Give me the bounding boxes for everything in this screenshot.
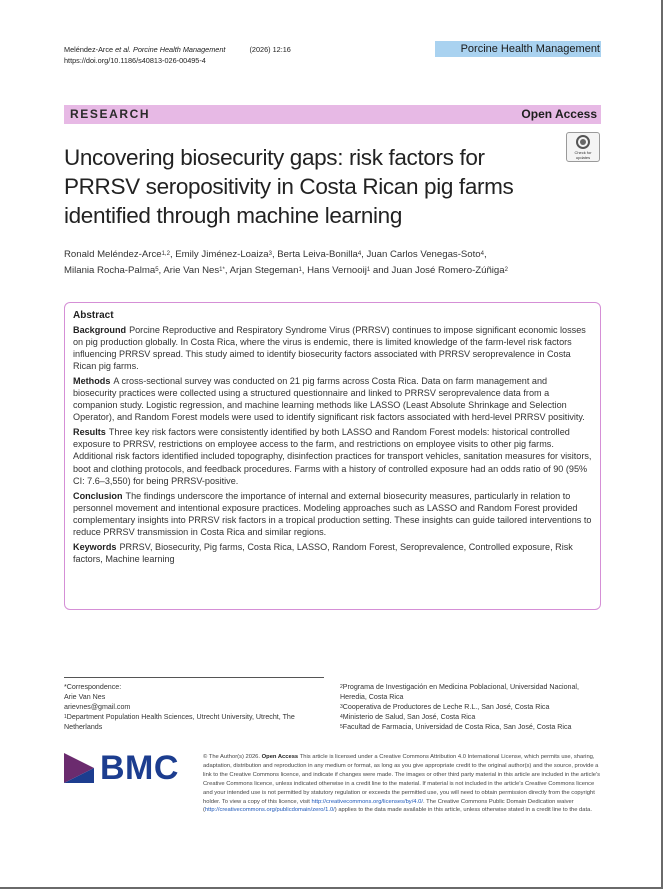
author-name: Milania Rocha-Palma [64, 265, 156, 276]
license-text-2: . The Creative Commons Public Domain Dedication waiver ( [203, 798, 574, 814]
citation-year-volume: (2026) 12:16 [249, 45, 291, 54]
affiliation-5-text: Facultad de Farmacia, Universidad de Costa Rica, San José, Costa Rica [342, 723, 572, 731]
abstract-background [73, 324, 592, 372]
doi-link[interactable]: https://doi.org/10.1186/s40813-026-00495-4 [64, 56, 206, 65]
correspondence-email[interactable]: arievnes@gmail.com [64, 703, 131, 711]
license-link-cc-by[interactable]: http://creativecommons.org/licenses/by/4.0/ [311, 798, 423, 805]
author-affiliation-marker: 4 [357, 251, 362, 257]
footnote-divider [64, 677, 324, 678]
journal-name-label: Porcine Health Management [435, 41, 601, 57]
author-separator: , [361, 249, 367, 260]
methods-text: A cross-sectional survey was conducted on 21 pig farms across Costa Rica. Data on farm management and biosecurity practices were collected using a structured questionnaire and linked to PRRSV seroprevalence data from a companion study. Logistic regression, and machine learning methods like LASSO (Least Absolute Shrinkage and Selection Operator), and Random Forest models were used to identify significant risk factors associated with herd-level PRRSV positivity. [73, 376, 585, 423]
methods-label: Methods [73, 376, 111, 387]
abstract-heading: Abstract [73, 310, 114, 321]
affiliation-4 [340, 712, 602, 722]
affiliation-2-number: 2 [340, 684, 343, 690]
open-access-label: Open Access [521, 107, 597, 121]
affiliation-5 [340, 722, 602, 732]
author-separator: and [370, 265, 392, 276]
abstract-methods [73, 375, 592, 423]
correspondence-footnote [64, 682, 329, 732]
affiliations-footnote [340, 682, 602, 732]
article-type-banner [64, 105, 601, 124]
author-name: Emily Jiménez-Loaiza [175, 249, 269, 260]
abstract-results [73, 426, 592, 486]
citation-authors: Meléndez-Arce [64, 45, 114, 54]
license-text-3: ) applies to the data made available in this article, unless otherwise stated in a credit line to the data. [334, 807, 592, 814]
background-text: Porcine Reproductive and Respiratory Syndrome Virus (PRRSV) continues to impose significant economic losses on pig production globally. In Costa Rica, where the virus is endemic, there is limited knowledge of the farm-level risk factors influencing PRRSV spread. This study aimed to identify biosecurity factors associated with PRRSV seroprevalence in Costa Rican pig farms. [73, 325, 586, 372]
keywords-text: PRRSV, Biosecurity, Pig farms, Costa Rica, LASSO, Random Forest, Seroprevalence, Controlled exposure, Risk factors, Machine learning [73, 541, 573, 564]
author-affiliation-marker: 1* [219, 267, 225, 273]
author-name: Arjan Stegeman [229, 265, 299, 276]
check-updates-line1: Check for [574, 150, 592, 155]
affiliation-1 [64, 712, 329, 732]
affiliation-3-number: 3 [340, 704, 343, 710]
author-name: Ronald Meléndez-Arce [64, 249, 162, 260]
author-affiliation-marker: 1 [366, 267, 371, 273]
check-for-updates-button[interactable] [566, 132, 600, 162]
correspondence-label: *Correspondence: [64, 683, 122, 691]
license-text-1: This article is licensed under a Creative Commons Attribution 4.0 International License, which permits use, sharing, adaptation, distribution and reproduction in any medium or format, as long as you give appropriate credit to the original author(s) and the source, provide a link to the Creative Commons licence, and indicate if changes were made. The images or other third party material in this article are included in the article's Creative Commons licence, unless indicated otherwise in a credit line to the material. If material is not included in the article's Creative Commons licence and your intended use is not permitted by statutory regulation or exceeds the permitted use, you will need to obtain permission directly from the copyright holder. To view a copy of this licence, visit [203, 754, 600, 805]
affiliation-2-text: Programa de Investigación en Medicina Poblacional, Universidad Nacional, Heredia, Costa Rica [340, 683, 579, 701]
bmc-logo-text: BMC [100, 749, 179, 787]
abstract-box [64, 302, 601, 610]
author-affiliation-marker: 3 [268, 251, 272, 257]
affiliation-1-text: Department Population Health Sciences, Utrecht University, Utrecht, The Netherlands [64, 713, 295, 731]
author-separator: , [224, 265, 230, 276]
results-text: Three key risk factors were consistently identified by both LASSO and Random Forest models: historical controlled exposure to PRRSV, restrictions on employee access to the farm, and restrictions on employee visits to other pig farms. Additional risk factors identified included topography, disinfection practices for transport vehicles, sanitation measures for visitors, boot and clothing protocols, and feedback procedures. Farms with a history of controlled exposure had an odds ratio of 90 (95% CI: 7.6–3,550) for being PRRSV-positive. [73, 427, 592, 486]
affiliation-3 [340, 702, 602, 712]
bmc-logo [64, 750, 188, 786]
affiliation-4-text: Ministerio de Salud, San José, Costa Rica [342, 713, 476, 721]
results-label: Results [73, 427, 106, 438]
author-affiliation-marker: 1 [298, 267, 302, 273]
author-list [64, 247, 564, 279]
affiliation-5-number: 5 [340, 724, 343, 730]
conclusion-label: Conclusion [73, 490, 123, 501]
affiliation-3-text: Cooperativa de Productores de Leche R.L., San José, Costa Rica [342, 703, 550, 711]
author-separator: , [301, 265, 308, 276]
correspondence-name: Arie Van Nes [64, 693, 106, 701]
article-type-label: RESEARCH [70, 107, 151, 121]
author-separator: , [483, 249, 487, 260]
license-link-cc-zero[interactable]: http://creativecommons.org/publicdomain/zero/1.0/ [204, 807, 335, 814]
author-affiliation-marker: 4 [480, 251, 484, 257]
author-name: Juan José Romero-Zúñiga [391, 265, 505, 276]
license-statement [203, 753, 601, 815]
abstract-keywords [73, 541, 592, 565]
check-updates-line2: updates [575, 155, 591, 160]
author-affiliation-marker: 5 [155, 267, 159, 273]
citation-journal: et al. Porcine Health Management [115, 45, 226, 54]
license-open-access: Open Access [261, 754, 299, 760]
author-name: Arie Van Nes [163, 265, 220, 276]
author-name: Juan Carlos Venegas-Soto [366, 249, 481, 260]
affiliation-1-number: 1 [64, 714, 67, 720]
citation-header [64, 44, 291, 66]
copyright-text: © The Author(s) 2026. [203, 754, 261, 760]
article-title: Uncovering biosecurity gaps: risk factors for PRRSV seropositivity in Costa Rican pig farms identified through machine learning [64, 145, 514, 228]
conclusion-text: The findings underscore the importance of internal and external biosecurity measures, particularly in relation to personnel movement and intentional exposure practices. Modeling approaches such as LASSO and Random Forest provided complementary insights into PRRSV risk factors in a tropical production setting. These insights can guide tailored interventions to reduce PRRSV transmission in Costa Rica and similar regions. [73, 490, 592, 537]
author-name: Hans Vernooij [307, 265, 367, 276]
affiliation-2 [340, 682, 602, 702]
author-affiliation-marker: 1,2 [161, 251, 170, 257]
background-label: Background [73, 325, 127, 335]
author-separator: , [271, 249, 278, 260]
check-updates-icon [576, 135, 590, 149]
author-separator: , [158, 265, 164, 276]
affiliation-4-number: 4 [340, 714, 343, 720]
abstract-conclusion [73, 490, 592, 538]
author-name: Berta Leiva-Bonilla [277, 249, 358, 260]
author-affiliation-marker: 2 [504, 267, 508, 273]
bmc-mark-icon [64, 753, 94, 783]
keywords-label: Keywords [73, 541, 117, 552]
author-separator: , [169, 249, 176, 260]
